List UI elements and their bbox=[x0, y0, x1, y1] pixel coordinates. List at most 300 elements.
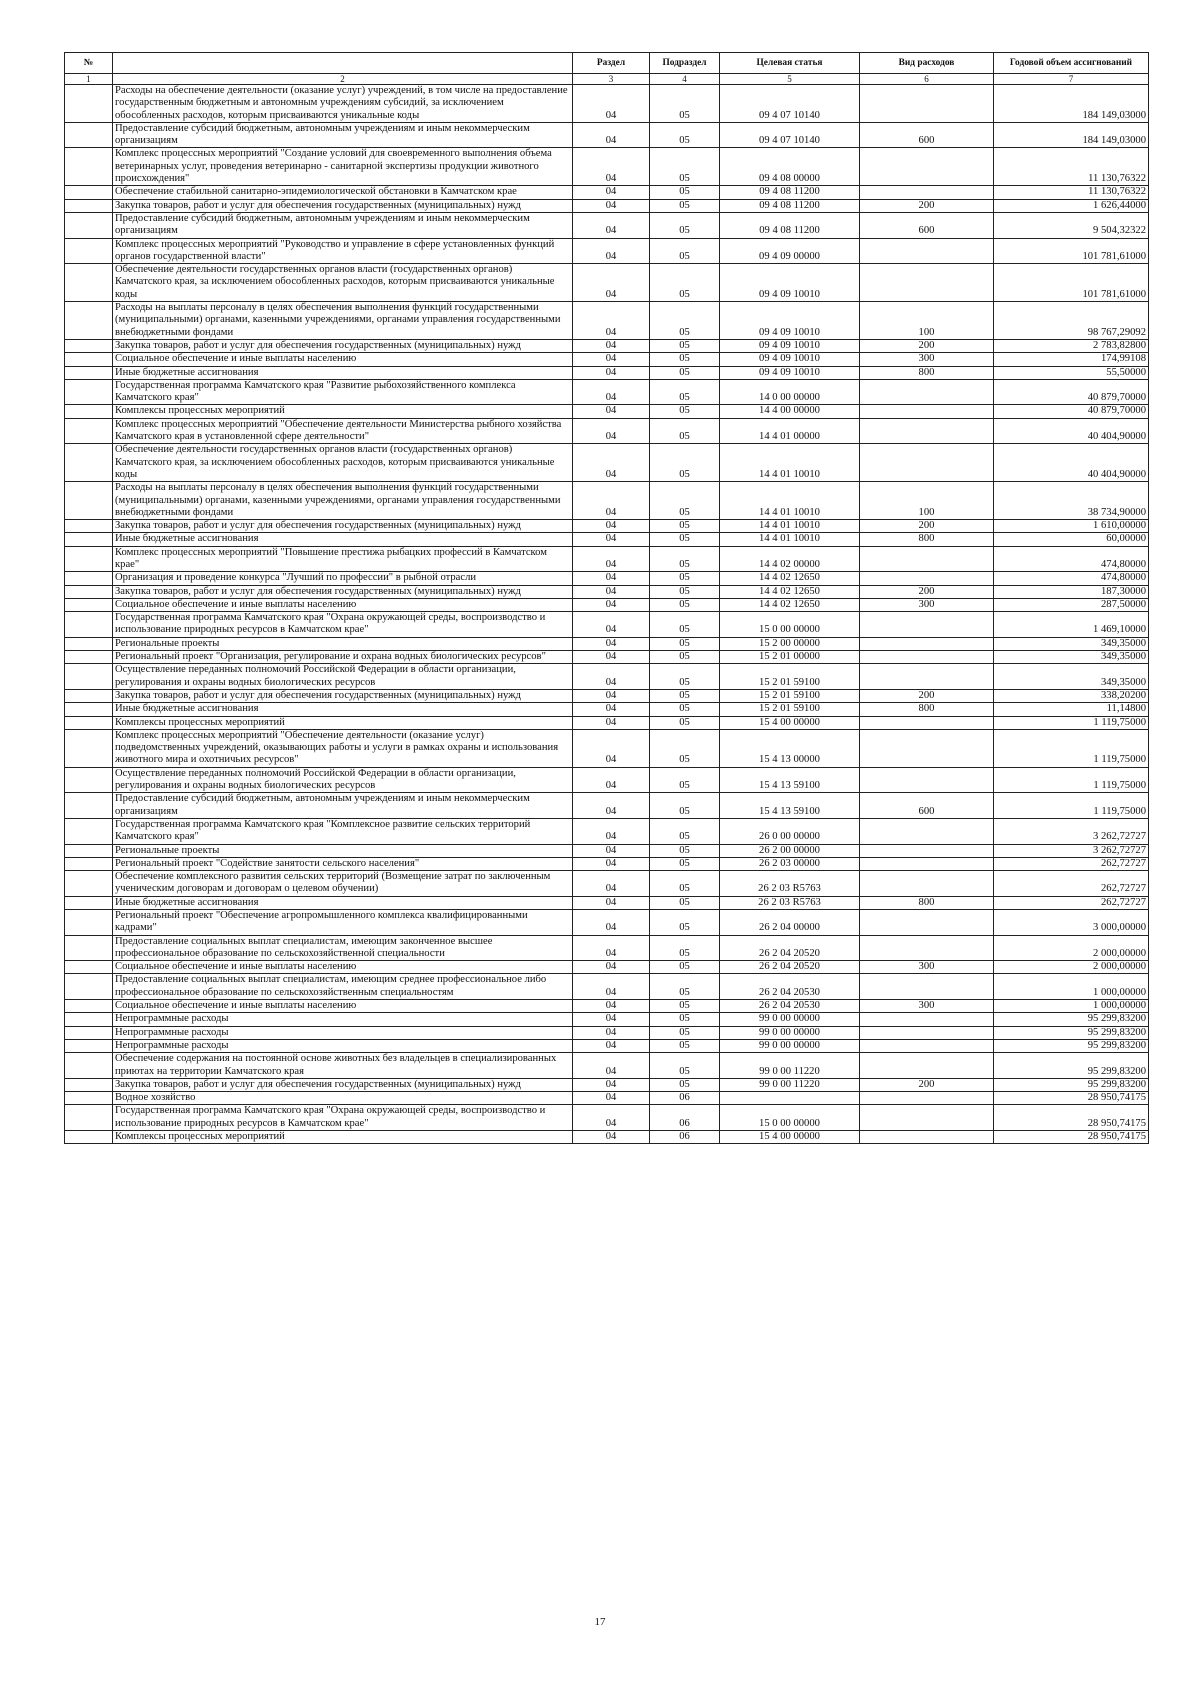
table-row bbox=[65, 818, 1149, 844]
row-razdel: 04 bbox=[573, 264, 650, 302]
row-amount: 11,14800 bbox=[994, 703, 1149, 716]
row-vid bbox=[860, 1026, 994, 1039]
row-amount: 28 950,74175 bbox=[994, 1105, 1149, 1131]
row-vid: 600 bbox=[860, 122, 994, 148]
row-number-cell bbox=[65, 689, 113, 702]
row-podrazdel: 05 bbox=[650, 767, 720, 793]
row-vid: 300 bbox=[860, 353, 994, 366]
row-vid bbox=[860, 857, 994, 870]
row-amount: 349,35000 bbox=[994, 664, 1149, 690]
row-razdel: 04 bbox=[573, 1039, 650, 1052]
row-vid bbox=[860, 1039, 994, 1052]
column-number: 6 bbox=[860, 74, 994, 85]
row-podrazdel: 05 bbox=[650, 148, 720, 186]
row-amount: 187,30000 bbox=[994, 585, 1149, 598]
table-row bbox=[65, 664, 1149, 690]
row-razdel: 04 bbox=[573, 212, 650, 238]
row-razdel: 04 bbox=[573, 418, 650, 444]
row-razdel: 04 bbox=[573, 871, 650, 897]
row-number-cell bbox=[65, 366, 113, 379]
row-name: Региональный проект "Обеспечение агропромышленного комплекса квалифицированными кадрами" bbox=[113, 910, 573, 936]
table-row bbox=[65, 418, 1149, 444]
table-row bbox=[65, 598, 1149, 611]
row-target: 15 4 13 59100 bbox=[720, 767, 860, 793]
row-amount: 1 626,44000 bbox=[994, 199, 1149, 212]
row-number-cell bbox=[65, 729, 113, 767]
table-row bbox=[65, 1105, 1149, 1131]
row-razdel: 04 bbox=[573, 651, 650, 664]
row-target: 26 2 04 00000 bbox=[720, 910, 860, 936]
row-razdel: 04 bbox=[573, 935, 650, 961]
table-row bbox=[65, 238, 1149, 264]
row-target: 26 2 04 20520 bbox=[720, 935, 860, 961]
row-razdel: 04 bbox=[573, 199, 650, 212]
row-podrazdel: 05 bbox=[650, 871, 720, 897]
table-row bbox=[65, 767, 1149, 793]
row-number-cell bbox=[65, 1105, 113, 1131]
row-name: Государственная программа Камчатского края "Развитие рыбохозяйственного комплекса Камчатского края" bbox=[113, 379, 573, 405]
row-target: 99 0 00 11220 bbox=[720, 1053, 860, 1079]
row-number-cell bbox=[65, 1039, 113, 1052]
row-vid bbox=[860, 1092, 994, 1105]
row-number-cell bbox=[65, 186, 113, 199]
row-vid: 200 bbox=[860, 199, 994, 212]
row-name: Закупка товаров, работ и услуг для обеспечения государственных (муниципальных) нужд bbox=[113, 520, 573, 533]
row-podrazdel: 05 bbox=[650, 444, 720, 482]
column-number: 7 bbox=[994, 74, 1149, 85]
row-razdel: 04 bbox=[573, 896, 650, 909]
row-vid: 200 bbox=[860, 689, 994, 702]
table-row bbox=[65, 844, 1149, 857]
row-vid bbox=[860, 767, 994, 793]
row-number-cell bbox=[65, 199, 113, 212]
row-amount: 2 000,00000 bbox=[994, 961, 1149, 974]
row-amount: 95 299,83200 bbox=[994, 1078, 1149, 1091]
row-amount: 40 879,70000 bbox=[994, 379, 1149, 405]
row-number-cell bbox=[65, 664, 113, 690]
row-amount: 11 130,76322 bbox=[994, 148, 1149, 186]
row-number-cell bbox=[65, 212, 113, 238]
column-number: 4 bbox=[650, 74, 720, 85]
row-amount: 9 504,32322 bbox=[994, 212, 1149, 238]
row-razdel: 04 bbox=[573, 793, 650, 819]
row-podrazdel: 05 bbox=[650, 1026, 720, 1039]
row-amount: 2 783,82800 bbox=[994, 339, 1149, 352]
header-target: Целевая статья bbox=[720, 53, 860, 74]
row-number-cell bbox=[65, 844, 113, 857]
row-name: Закупка товаров, работ и услуг для обеспечения государственных (муниципальных) нужд bbox=[113, 339, 573, 352]
row-amount: 60,00000 bbox=[994, 533, 1149, 546]
table-row bbox=[65, 857, 1149, 870]
row-podrazdel: 05 bbox=[650, 212, 720, 238]
row-amount: 40 404,90000 bbox=[994, 444, 1149, 482]
table-row bbox=[65, 353, 1149, 366]
row-target: 09 4 09 10010 bbox=[720, 353, 860, 366]
row-number-cell bbox=[65, 85, 113, 123]
header-podrazdel: Подраздел bbox=[650, 53, 720, 74]
row-podrazdel: 05 bbox=[650, 857, 720, 870]
row-target: 09 4 07 10140 bbox=[720, 122, 860, 148]
row-podrazdel: 05 bbox=[650, 598, 720, 611]
row-target: 15 4 00 00000 bbox=[720, 716, 860, 729]
row-amount: 3 262,72727 bbox=[994, 844, 1149, 857]
row-amount: 28 950,74175 bbox=[994, 1131, 1149, 1144]
row-vid: 100 bbox=[860, 302, 994, 340]
row-target: 14 0 00 00000 bbox=[720, 379, 860, 405]
row-amount: 1 119,75000 bbox=[994, 716, 1149, 729]
row-vid bbox=[860, 974, 994, 1000]
header-row bbox=[65, 53, 1149, 74]
row-name: Закупка товаров, работ и услуг для обеспечения государственных (муниципальных) нужд bbox=[113, 689, 573, 702]
row-number-cell bbox=[65, 418, 113, 444]
row-podrazdel: 05 bbox=[650, 339, 720, 352]
row-target: 09 4 09 00000 bbox=[720, 238, 860, 264]
row-razdel: 04 bbox=[573, 598, 650, 611]
row-name: Предоставление субсидий бюджетным, автономным учреждениям и иным некоммерческим организациям bbox=[113, 793, 573, 819]
table-row bbox=[65, 703, 1149, 716]
row-vid bbox=[860, 444, 994, 482]
row-number-cell bbox=[65, 896, 113, 909]
row-number-cell bbox=[65, 572, 113, 585]
row-razdel: 04 bbox=[573, 1000, 650, 1013]
row-name: Региональный проект "Содействие занятости сельского населения" bbox=[113, 857, 573, 870]
row-amount: 1 119,75000 bbox=[994, 767, 1149, 793]
row-name: Региональный проект "Организация, регулирование и охрана водных биологических ресурсов" bbox=[113, 651, 573, 664]
row-razdel: 04 bbox=[573, 767, 650, 793]
row-target: 99 0 00 00000 bbox=[720, 1039, 860, 1052]
row-podrazdel: 05 bbox=[650, 264, 720, 302]
row-name: Комплекс процессных мероприятий "Руководство и управление в сфере установленных функций органов государственной власти" bbox=[113, 238, 573, 264]
row-number-cell bbox=[65, 857, 113, 870]
row-amount: 1 000,00000 bbox=[994, 974, 1149, 1000]
row-vid bbox=[860, 1013, 994, 1026]
row-razdel: 04 bbox=[573, 302, 650, 340]
row-podrazdel: 05 bbox=[650, 716, 720, 729]
column-number: 2 bbox=[113, 74, 573, 85]
row-podrazdel: 05 bbox=[650, 612, 720, 638]
row-podrazdel: 05 bbox=[650, 896, 720, 909]
row-razdel: 04 bbox=[573, 703, 650, 716]
row-name: Социальное обеспечение и иные выплаты населению bbox=[113, 1000, 573, 1013]
row-number-cell bbox=[65, 637, 113, 650]
row-vid bbox=[860, 418, 994, 444]
row-vid: 100 bbox=[860, 482, 994, 520]
row-amount: 1 119,75000 bbox=[994, 729, 1149, 767]
row-podrazdel: 05 bbox=[650, 122, 720, 148]
table-row bbox=[65, 148, 1149, 186]
row-podrazdel: 05 bbox=[650, 974, 720, 1000]
row-razdel: 04 bbox=[573, 122, 650, 148]
row-podrazdel: 05 bbox=[650, 405, 720, 418]
row-name: Государственная программа Камчатского края "Комплексное развитие сельских территорий Камчатского края" bbox=[113, 818, 573, 844]
row-podrazdel: 05 bbox=[650, 1013, 720, 1026]
table-row bbox=[65, 482, 1149, 520]
row-name: Социальное обеспечение и иные выплаты населению bbox=[113, 598, 573, 611]
row-number-cell bbox=[65, 1131, 113, 1144]
row-number-cell bbox=[65, 546, 113, 572]
column-number: 3 bbox=[573, 74, 650, 85]
row-podrazdel: 05 bbox=[650, 844, 720, 857]
table-row bbox=[65, 1092, 1149, 1105]
table-row bbox=[65, 444, 1149, 482]
row-amount: 11 130,76322 bbox=[994, 186, 1149, 199]
row-number-cell bbox=[65, 1078, 113, 1091]
header-razdel: Раздел bbox=[573, 53, 650, 74]
row-number-cell bbox=[65, 379, 113, 405]
row-razdel: 04 bbox=[573, 1131, 650, 1144]
row-vid bbox=[860, 1053, 994, 1079]
row-name: Социальное обеспечение и иные выплаты населению bbox=[113, 961, 573, 974]
table-row bbox=[65, 379, 1149, 405]
row-podrazdel: 05 bbox=[650, 302, 720, 340]
row-razdel: 04 bbox=[573, 637, 650, 650]
row-razdel: 04 bbox=[573, 405, 650, 418]
row-vid: 300 bbox=[860, 961, 994, 974]
row-target: 14 4 01 10010 bbox=[720, 444, 860, 482]
row-podrazdel: 06 bbox=[650, 1092, 720, 1105]
row-number-cell bbox=[65, 353, 113, 366]
row-razdel: 04 bbox=[573, 585, 650, 598]
row-number-cell bbox=[65, 767, 113, 793]
row-target: 09 4 09 10010 bbox=[720, 264, 860, 302]
table-row bbox=[65, 961, 1149, 974]
table-row bbox=[65, 1131, 1149, 1144]
row-podrazdel: 05 bbox=[650, 637, 720, 650]
row-number-cell bbox=[65, 1092, 113, 1105]
table-row bbox=[65, 546, 1149, 572]
row-podrazdel: 05 bbox=[650, 1000, 720, 1013]
row-podrazdel: 05 bbox=[650, 818, 720, 844]
row-vid: 800 bbox=[860, 533, 994, 546]
row-podrazdel: 05 bbox=[650, 689, 720, 702]
row-amount: 287,50000 bbox=[994, 598, 1149, 611]
row-podrazdel: 05 bbox=[650, 186, 720, 199]
row-vid bbox=[860, 238, 994, 264]
row-podrazdel: 05 bbox=[650, 1053, 720, 1079]
row-target: 15 4 13 59100 bbox=[720, 793, 860, 819]
row-razdel: 04 bbox=[573, 148, 650, 186]
row-vid: 800 bbox=[860, 703, 994, 716]
row-podrazdel: 05 bbox=[650, 533, 720, 546]
row-amount: 338,20200 bbox=[994, 689, 1149, 702]
row-podrazdel: 05 bbox=[650, 961, 720, 974]
row-vid: 200 bbox=[860, 339, 994, 352]
table-row bbox=[65, 1013, 1149, 1026]
row-target: 26 2 03 R5763 bbox=[720, 896, 860, 909]
row-razdel: 04 bbox=[573, 844, 650, 857]
table-row bbox=[65, 637, 1149, 650]
row-name: Региональные проекты bbox=[113, 637, 573, 650]
row-podrazdel: 05 bbox=[650, 85, 720, 123]
row-razdel: 04 bbox=[573, 366, 650, 379]
row-razdel: 04 bbox=[573, 1053, 650, 1079]
table-row bbox=[65, 910, 1149, 936]
row-podrazdel: 06 bbox=[650, 1131, 720, 1144]
row-podrazdel: 06 bbox=[650, 1105, 720, 1131]
row-name: Социальное обеспечение и иные выплаты населению bbox=[113, 353, 573, 366]
table-row bbox=[65, 302, 1149, 340]
row-name: Обеспечение деятельности государственных органов власти (государственных органов) Камчатского края, за исключением обособленных расходов, которым присваиваются уникальные коды bbox=[113, 264, 573, 302]
row-razdel: 04 bbox=[573, 716, 650, 729]
row-amount: 95 299,83200 bbox=[994, 1026, 1149, 1039]
row-podrazdel: 05 bbox=[650, 585, 720, 598]
row-vid: 300 bbox=[860, 1000, 994, 1013]
row-target: 09 4 08 11200 bbox=[720, 212, 860, 238]
row-number-cell bbox=[65, 793, 113, 819]
row-target: 14 4 00 00000 bbox=[720, 405, 860, 418]
row-vid bbox=[860, 664, 994, 690]
table-body bbox=[65, 85, 1149, 1144]
row-amount: 101 781,61000 bbox=[994, 238, 1149, 264]
row-amount: 262,72727 bbox=[994, 896, 1149, 909]
row-vid: 200 bbox=[860, 585, 994, 598]
row-podrazdel: 05 bbox=[650, 651, 720, 664]
row-razdel: 04 bbox=[573, 379, 650, 405]
row-vid bbox=[860, 546, 994, 572]
row-podrazdel: 05 bbox=[650, 353, 720, 366]
row-target: 15 2 00 00000 bbox=[720, 637, 860, 650]
row-amount: 38 734,90000 bbox=[994, 482, 1149, 520]
table-row bbox=[65, 1053, 1149, 1079]
row-target: 15 2 01 59100 bbox=[720, 664, 860, 690]
row-vid bbox=[860, 871, 994, 897]
row-razdel: 04 bbox=[573, 353, 650, 366]
row-target: 09 4 09 10010 bbox=[720, 339, 860, 352]
row-number-cell bbox=[65, 482, 113, 520]
row-number-cell bbox=[65, 703, 113, 716]
header-vid: Вид расходов bbox=[860, 53, 994, 74]
table-row bbox=[65, 689, 1149, 702]
row-name: Водное хозяйство bbox=[113, 1092, 573, 1105]
row-number-cell bbox=[65, 148, 113, 186]
row-name: Комплекс процессных мероприятий "Обеспечение деятельности (оказание услуг) подведомственных учреждений, оказывающих работы и услуги в рамках охраны и использования животного мира и охотничьих ресурсов" bbox=[113, 729, 573, 767]
row-vid bbox=[860, 844, 994, 857]
row-razdel: 04 bbox=[573, 1013, 650, 1026]
row-amount: 98 767,29092 bbox=[994, 302, 1149, 340]
row-target: 14 4 01 10010 bbox=[720, 533, 860, 546]
header-name bbox=[113, 53, 573, 74]
row-target: 09 4 09 10010 bbox=[720, 366, 860, 379]
row-name: Иные бюджетные ассигнования bbox=[113, 703, 573, 716]
row-name: Обеспечение стабильной санитарно-эпидемиологической обстановки в Камчатском крае bbox=[113, 186, 573, 199]
row-number-cell bbox=[65, 974, 113, 1000]
row-target: 15 0 00 00000 bbox=[720, 612, 860, 638]
row-target: 26 2 03 R5763 bbox=[720, 871, 860, 897]
row-target: 09 4 08 00000 bbox=[720, 148, 860, 186]
row-number-cell bbox=[65, 961, 113, 974]
row-vid bbox=[860, 935, 994, 961]
column-number-row bbox=[65, 74, 1149, 85]
table-row bbox=[65, 871, 1149, 897]
row-name: Комплексы процессных мероприятий bbox=[113, 716, 573, 729]
row-razdel: 04 bbox=[573, 1105, 650, 1131]
row-razdel: 04 bbox=[573, 444, 650, 482]
row-amount: 474,80000 bbox=[994, 572, 1149, 585]
row-name: Расходы на выплаты персоналу в целях обеспечения выполнения функций государственными (муниципальными) органами, казенными учреждениями, органами управления государственными внебюджетными фондами bbox=[113, 302, 573, 340]
row-podrazdel: 05 bbox=[650, 366, 720, 379]
row-name: Расходы на выплаты персоналу в целях обеспечения выполнения функций государственными (муниципальными) органами, казенными учреждениями, органами управления государственными внебюджетными фондами bbox=[113, 482, 573, 520]
row-razdel: 04 bbox=[573, 533, 650, 546]
row-podrazdel: 05 bbox=[650, 1078, 720, 1091]
row-name: Государственная программа Камчатского края "Охрана окружающей среды, воспроизводство и использование природных ресурсов в Камчатском крае" bbox=[113, 612, 573, 638]
row-vid bbox=[860, 612, 994, 638]
row-amount: 55,50000 bbox=[994, 366, 1149, 379]
row-target: 15 2 01 00000 bbox=[720, 651, 860, 664]
row-razdel: 04 bbox=[573, 339, 650, 352]
row-name: Обеспечение комплексного развития сельских территорий (Возмещение затрат по заключенным ученическим договорам и договорам о целевом обучении) bbox=[113, 871, 573, 897]
row-razdel: 04 bbox=[573, 546, 650, 572]
row-name: Обеспечение содержания на постоянной основе животных без владельцев в специализированных приютах на территории Камчатского края bbox=[113, 1053, 573, 1079]
table-row bbox=[65, 896, 1149, 909]
row-target: 14 4 01 00000 bbox=[720, 418, 860, 444]
row-razdel: 04 bbox=[573, 729, 650, 767]
row-podrazdel: 05 bbox=[650, 199, 720, 212]
row-vid bbox=[860, 1105, 994, 1131]
row-amount: 28 950,74175 bbox=[994, 1092, 1149, 1105]
row-podrazdel: 05 bbox=[650, 520, 720, 533]
row-razdel: 04 bbox=[573, 910, 650, 936]
row-vid bbox=[860, 910, 994, 936]
table-row bbox=[65, 533, 1149, 546]
row-vid: 800 bbox=[860, 896, 994, 909]
row-name: Предоставление субсидий бюджетным, автономным учреждениям и иным некоммерческим организациям bbox=[113, 212, 573, 238]
row-amount: 95 299,83200 bbox=[994, 1053, 1149, 1079]
row-razdel: 04 bbox=[573, 1078, 650, 1091]
row-vid bbox=[860, 186, 994, 199]
row-number-cell bbox=[65, 651, 113, 664]
row-razdel: 04 bbox=[573, 572, 650, 585]
row-number-cell bbox=[65, 302, 113, 340]
row-amount: 184 149,03000 bbox=[994, 85, 1149, 123]
table-row bbox=[65, 199, 1149, 212]
row-podrazdel: 05 bbox=[650, 379, 720, 405]
row-number-cell bbox=[65, 444, 113, 482]
header-number: № bbox=[65, 53, 113, 74]
row-vid bbox=[860, 637, 994, 650]
row-vid: 300 bbox=[860, 598, 994, 611]
table-row bbox=[65, 405, 1149, 418]
row-number-cell bbox=[65, 1026, 113, 1039]
row-target: 15 0 00 00000 bbox=[720, 1105, 860, 1131]
row-name: Непрограммные расходы bbox=[113, 1039, 573, 1052]
row-name: Комплекс процессных мероприятий "Создание условий для своевременного выполнения объема ветеринарных услуг, проведения ветеринарно - санитарной экспертизы продукции животного происхождения" bbox=[113, 148, 573, 186]
row-vid: 800 bbox=[860, 366, 994, 379]
table-row bbox=[65, 729, 1149, 767]
row-name: Комплекс процессных мероприятий "Обеспечение деятельности Министерства рыбного хозяйства Камчатского края в установленной сфере деятельности" bbox=[113, 418, 573, 444]
row-target: 14 4 02 12650 bbox=[720, 585, 860, 598]
row-amount: 3 262,72727 bbox=[994, 818, 1149, 844]
row-target: 15 4 13 00000 bbox=[720, 729, 860, 767]
row-number-cell bbox=[65, 122, 113, 148]
row-amount: 40 404,90000 bbox=[994, 418, 1149, 444]
row-number-cell bbox=[65, 871, 113, 897]
row-vid bbox=[860, 85, 994, 123]
row-vid bbox=[860, 379, 994, 405]
row-vid bbox=[860, 264, 994, 302]
row-name: Комплекс процессных мероприятий "Повышение престижа рыбацких профессий в Камчатском крае" bbox=[113, 546, 573, 572]
table-row bbox=[65, 1078, 1149, 1091]
row-name: Закупка товаров, работ и услуг для обеспечения государственных (муниципальных) нужд bbox=[113, 199, 573, 212]
row-razdel: 04 bbox=[573, 482, 650, 520]
table-row bbox=[65, 935, 1149, 961]
row-amount: 2 000,00000 bbox=[994, 935, 1149, 961]
row-name: Иные бюджетные ассигнования bbox=[113, 896, 573, 909]
row-name: Предоставление социальных выплат специалистам, имеющим среднее профессиональное либо профессиональное образование по сельскохозяйственным специальностям bbox=[113, 974, 573, 1000]
row-target: 99 0 00 00000 bbox=[720, 1013, 860, 1026]
row-razdel: 04 bbox=[573, 1092, 650, 1105]
row-podrazdel: 05 bbox=[650, 793, 720, 819]
table-row bbox=[65, 716, 1149, 729]
